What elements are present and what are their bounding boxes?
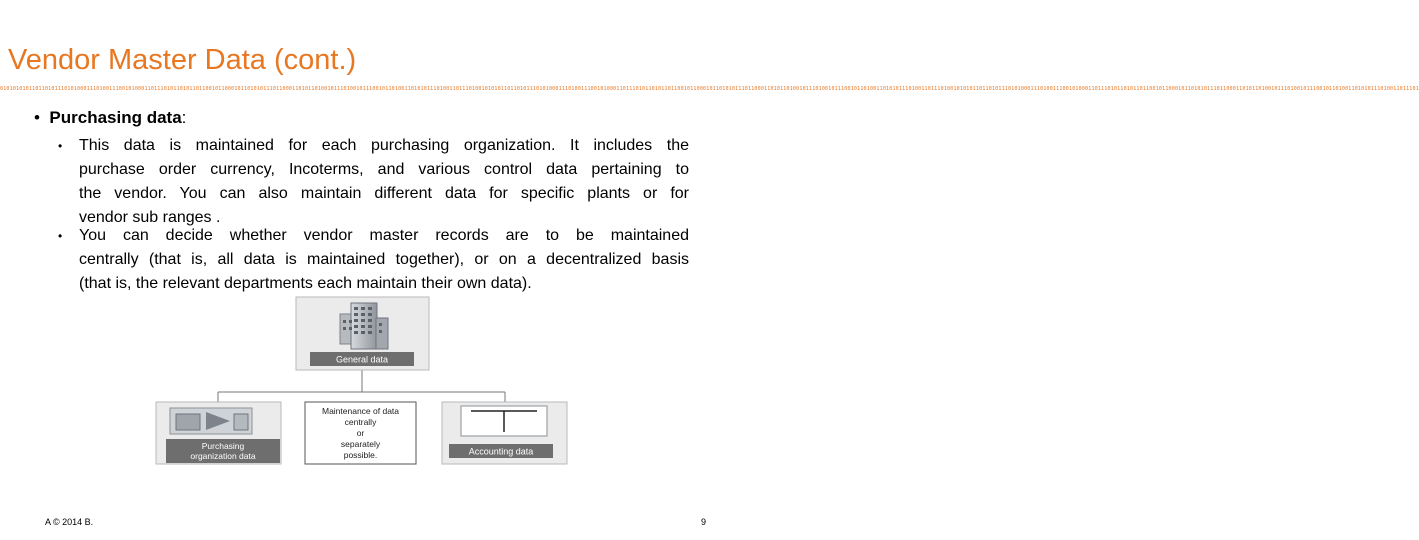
paragraph-1-line: purchase order currency, Incoterms, and various control data pertaining to (79, 161, 689, 178)
purchasing-label-line-2: organization data (190, 451, 256, 461)
conveyor-icon (170, 408, 252, 434)
maintenance-line-1: Maintenance of data (321, 406, 400, 416)
slide-title: Vendor Master Data (cont.) (8, 44, 357, 76)
paragraph-2-line: (that is, the relevant departments each maintain their own data). (79, 275, 532, 292)
bullet-heading-colon: : (181, 108, 187, 127)
connector-lines (218, 370, 505, 402)
maintenance-box (305, 402, 416, 464)
paragraph-2-line: centrally (that is, all data is maintained together), or on a decentralized basis (79, 251, 689, 268)
footer-copyright: A © 2014 B. (45, 517, 94, 527)
paragraph-1-line: This data is maintained for each purchasing organization. It includes the (79, 137, 689, 154)
t-account-icon (461, 406, 547, 436)
paragraph-1-line: the vendor. You can also maintain different data for specific plants or for (79, 185, 689, 202)
maintenance-line-4: separately (340, 439, 381, 449)
maintenance-line-5: possible. (343, 450, 378, 460)
maintenance-line-3: or (356, 428, 365, 438)
sub-bullet-1-marker: • (58, 139, 63, 153)
general-data-box (296, 297, 429, 370)
paragraph-2-line: You can decide whether vendor master records are to be maintained (79, 227, 689, 244)
bullet-heading: Purchasing data (49, 108, 182, 127)
purchasing-org-box (156, 402, 281, 464)
maintenance-line-2: centrally (344, 417, 377, 427)
page-number: 9 (701, 517, 707, 527)
accounting-label: Accounting data (468, 446, 534, 457)
bullet-dot: • (34, 108, 50, 127)
general-data-label: General data (335, 354, 389, 365)
binary-divider: 0101010101101101011101010001110100111001010001101110101101011011001011000101101010111011000110101101001011101001011100101101001101010111010011011101001010101101101011101010001110100111001010001101110101101011011001011000101101010111011000110101101001011101001011100101101001101010111010011011101001010101101101011101010001110100111001010001101110101101011011001011000101101010111011000110101101001011101001011100101101001101010111010011011101 (0, 86, 1419, 92)
purchasing-label-line-1: Purchasing (201, 441, 245, 451)
paragraph-1-line: vendor sub ranges . (79, 209, 221, 226)
accounting-box (442, 402, 567, 464)
sub-bullet-2-marker: • (58, 229, 63, 243)
